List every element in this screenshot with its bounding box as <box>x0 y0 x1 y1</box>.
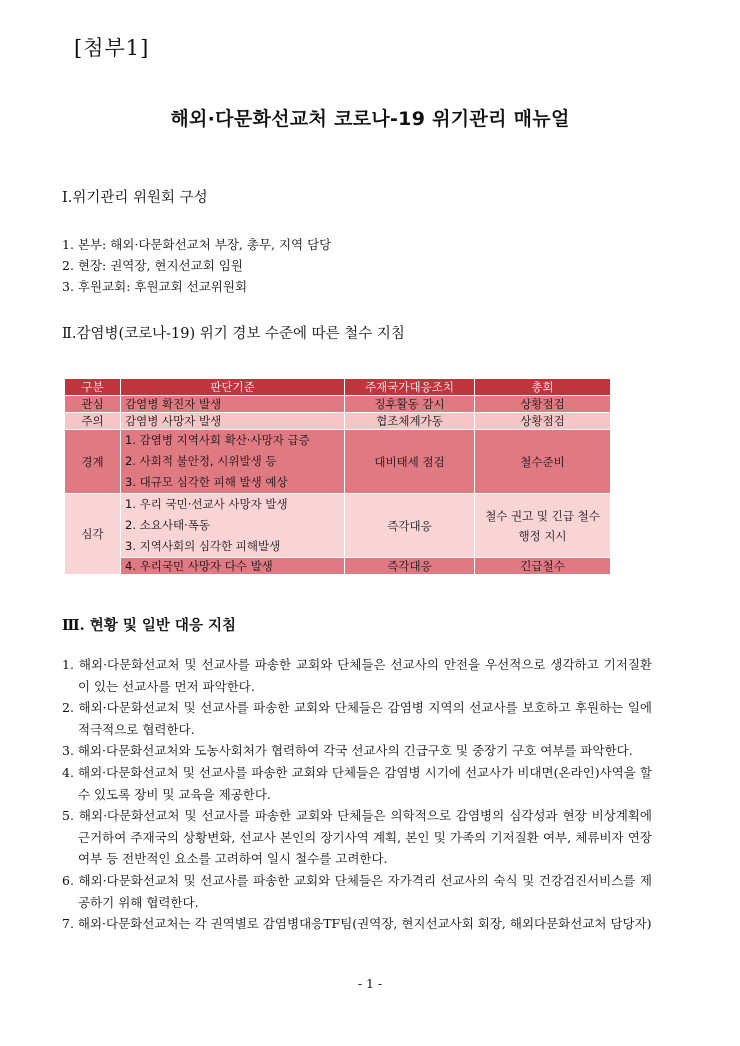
list-item: 1. 본부: 해외·다문화선교처 부장, 총무, 지역 담당 <box>62 237 332 252</box>
list-item: 2. 해외·다문화선교처 및 선교사를 파송한 교회와 단체들은 감염병 지역의 선교사를 보호하고 후원하는 일에 적극적으로 협력한다. <box>62 700 652 737</box>
criteria-line: 2. 소요사태·폭동 <box>125 518 210 532</box>
table-row <box>65 430 611 494</box>
criteria-line: 3. 지역사회의 심각한 피해발생 <box>125 539 281 553</box>
assembly-cell <box>475 494 611 558</box>
local-action-cell: 즉각대응 <box>345 558 475 575</box>
criteria-line: 2. 사회적 불안정, 시위발생 등 <box>125 454 277 468</box>
criteria-cell <box>121 430 345 494</box>
crisis-level-table <box>64 378 611 575</box>
list-item: 3. 해외·다문화선교처와 도농사회처가 협력하여 각국 선교사의 긴급구호 및 중장기 구호 여부를 파악한다. <box>62 743 633 759</box>
table-row <box>65 413 611 430</box>
level-cell: 주의 <box>65 413 121 430</box>
document-title: 해외·다문화선교처 코로나-19 위기관리 매뉴얼 <box>170 108 570 130</box>
assembly-cell: 철수준비 <box>475 430 611 494</box>
header-level: 구분 <box>65 379 121 396</box>
list-item: 1. 해외·다문화선교처 및 선교사를 파송한 교회와 단체들은 선교사의 안전을 우선적으로 생각하고 기저질환이 있는 선교사를 먼저 파악한다. <box>62 657 652 694</box>
table-row <box>65 396 611 413</box>
local-action-cell: 대비태세 점검 <box>345 430 475 494</box>
criteria-cell: 4. 우리국민 사망자 다수 발생 <box>121 558 345 575</box>
section1-heading: Ⅰ.위기관리 위원회 구성 <box>62 190 208 206</box>
assembly-cell: 상황점검 <box>475 413 611 430</box>
local-action-cell: 즉각대응 <box>345 494 475 558</box>
list-item: 2. 현장: 권역장, 현지선교회 임원 <box>62 258 243 273</box>
list-item: 7. 해외·다문화선교처는 각 권역별로 감염병대응TF팀(권역장, 현지선교사회 회장, 해외다문화선교처 담당자) <box>62 916 652 932</box>
assembly-line: 행정 지시 <box>518 528 567 543</box>
table-row <box>65 494 611 558</box>
assembly-line: 철수 권고 및 긴급 철수 <box>485 508 600 523</box>
criteria-line: 1. 감염병 지역사회 확산·사망자 급증 <box>125 433 310 447</box>
criteria-line: 1. 우리 국민·선교사 사망자 발생 <box>125 497 288 511</box>
page-number: - 1 - <box>357 976 383 991</box>
header-local-action: 주재국가대응조치 <box>345 379 475 396</box>
criteria-cell <box>121 494 345 558</box>
criteria-cell: 감염병 확진자 발생 <box>121 396 345 413</box>
assembly-cell: 상황점검 <box>475 396 611 413</box>
attachment-label: [첨부1] <box>74 36 150 60</box>
assembly-cell: 긴급철수 <box>475 558 611 575</box>
list-item: 5. 해외·다문화선교처 및 선교사를 파송한 교회와 단체들은 의학적으로 감염병의 심각성과 현장 비상계획에 근거하여 주재국의 상황변화, 선교사 본인의 장기사역 계획, 본인 및 가족의 기저질환 여부, 체류비자 연장 여부 등 전반적인 요소를 고려하여 일시 철수를 고려한다. <box>62 808 652 867</box>
level-cell: 경계 <box>65 430 121 494</box>
section3-list <box>62 654 652 935</box>
local-action-cell: 협조체계가동 <box>345 413 475 430</box>
header-criteria: 판단기준 <box>121 379 345 396</box>
table-row <box>65 558 611 575</box>
section3-heading: Ⅲ. 현황 및 일반 대응 지침 <box>62 617 237 634</box>
level-cell: 심각 <box>65 494 121 575</box>
list-item: 3. 후원교회: 후원교회 선교위원회 <box>62 279 248 294</box>
local-action-cell: 징후활동 감시 <box>345 396 475 413</box>
criteria-cell: 감염병 사망자 발생 <box>121 413 345 430</box>
table-header-row <box>65 379 611 396</box>
list-item: 6. 해외·다문화선교처 및 선교사를 파송한 교회와 단체들은 자가격리 선교사의 숙식 및 건강검진서비스를 제공하기 위해 협력한다. <box>62 872 652 910</box>
level-cell: 관심 <box>65 396 121 413</box>
header-assembly: 총회 <box>475 379 611 396</box>
list-item: 4. 해외·다문화선교처 및 선교사를 파송한 교회와 단체들은 감염병 시기에 선교사가 비대면(온라인)사역을 할 수 있도록 장비 및 교육을 제공한다. <box>62 764 652 802</box>
criteria-line: 3. 대규모 심각한 피해 발생 예상 <box>125 475 288 489</box>
section2-heading: Ⅱ.감염병(코로나-19) 위기 경보 수준에 따른 철수 지침 <box>62 326 405 342</box>
section1-list <box>62 234 331 297</box>
